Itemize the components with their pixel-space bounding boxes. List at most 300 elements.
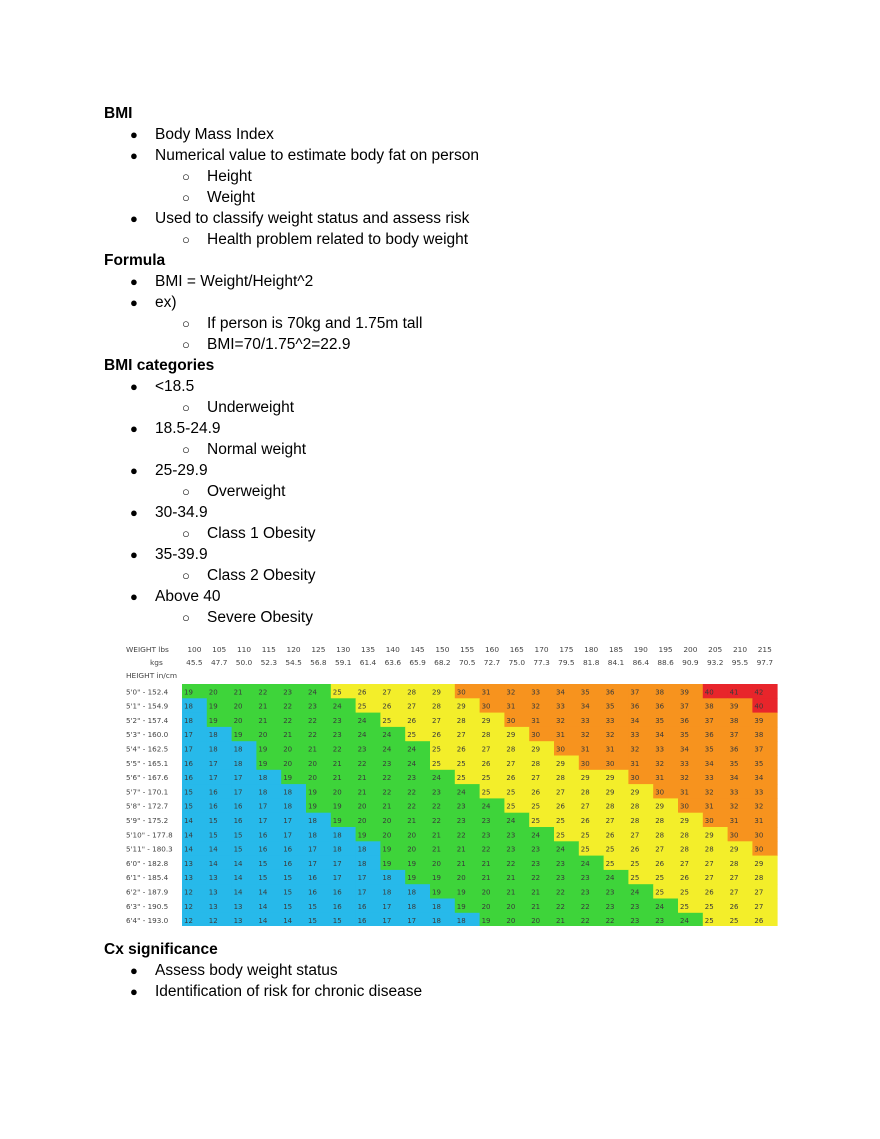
bmi-cell-label: 29 — [531, 745, 541, 754]
bmi-cell-label: 23 — [630, 917, 640, 926]
bmi-cell-label: 13 — [233, 902, 243, 911]
bmi-cell-label: 35 — [655, 716, 665, 725]
list-item: <18.5 — [155, 378, 195, 395]
bmi-cell-label: 20 — [432, 859, 441, 868]
bmi-cell-label: 29 — [729, 845, 739, 854]
bmi-cell-label: 29 — [432, 688, 441, 697]
bmi-cell-label: 19 — [184, 688, 193, 697]
bmi-cell-label: 26 — [580, 816, 590, 825]
height-tick: 5'10" - 177.8 — [126, 830, 173, 840]
bmi-cell-label: 15 — [308, 917, 317, 926]
sub-bullet-icon: ○ — [182, 442, 190, 457]
bmi-cell-label: 19 — [258, 759, 268, 768]
weight-lbs-tick: 190 — [633, 645, 648, 654]
bmi-cell-label: 21 — [506, 874, 516, 883]
bmi-cell-label: 25 — [332, 688, 342, 697]
bmi-cell-label: 21 — [233, 688, 243, 697]
bmi-cell-label: 15 — [283, 902, 293, 911]
bmi-cell-label: 31 — [580, 745, 590, 754]
bmi-cell-label: 14 — [233, 874, 243, 883]
sub-bullet-icon: ○ — [182, 232, 190, 247]
bmi-cell-label: 14 — [233, 859, 243, 868]
bmi-cell-label: 28 — [531, 759, 541, 768]
list-item: 35-39.9 — [155, 546, 208, 563]
bmi-cell-label: 16 — [258, 831, 268, 840]
bmi-cell-label: 24 — [531, 831, 541, 840]
bmi-cell-label: 18 — [407, 888, 417, 897]
bmi-cell-label: 27 — [407, 702, 417, 711]
bmi-cell-label: 24 — [407, 759, 417, 768]
bmi-cell-label: 36 — [605, 688, 615, 697]
bmi-cell-label: 20 — [456, 874, 466, 883]
bmi-cell-label: 36 — [630, 702, 640, 711]
bmi-cell-label: 15 — [258, 859, 268, 868]
height-tick: 5'5" - 165.1 — [126, 758, 169, 768]
bmi-cell-label: 17 — [233, 774, 243, 783]
bmi-cell-label: 20 — [357, 802, 367, 811]
bmi-cell-label: 16 — [208, 788, 218, 797]
bmi-cell-label: 16 — [184, 759, 193, 768]
section-heading: Cx significance — [104, 941, 218, 958]
bmi-cell-label: 29 — [506, 731, 516, 740]
bmi-cell-label: 38 — [729, 716, 739, 725]
weight-kgs-tick: 45.5 — [186, 658, 203, 667]
bmi-cell-label: 28 — [456, 716, 466, 725]
bmi-cell-label: 22 — [605, 917, 615, 926]
height-tick: 5'7" - 170.1 — [126, 787, 169, 797]
bmi-cell-label: 18 — [357, 859, 367, 868]
bmi-cell-label: 24 — [357, 731, 367, 740]
bmi-cell-label: 33 — [680, 759, 689, 768]
weight-kgs-tick: 52.3 — [260, 658, 278, 667]
height-tick: 5'8" - 172.7 — [126, 801, 169, 811]
bmi-cell-label: 15 — [283, 888, 293, 897]
bmi-cell-label: 31 — [655, 774, 665, 783]
bmi-cell-label: 36 — [680, 716, 689, 725]
bmi-cell-label: 25 — [605, 845, 615, 854]
bmi-cell-label: 25 — [704, 902, 714, 911]
bmi-cell-label: 23 — [357, 745, 367, 754]
bmi-cell-label: 13 — [208, 874, 218, 883]
bmi-cell-label: 38 — [655, 688, 665, 697]
bmi-cell-label: 24 — [481, 802, 491, 811]
bmi-cell-label: 21 — [456, 845, 466, 854]
weight-lbs-tick: 115 — [261, 645, 276, 654]
bmi-cell-label: 18 — [357, 845, 367, 854]
weight-lbs-tick: 180 — [584, 645, 599, 654]
bmi-cell-label: 37 — [680, 702, 689, 711]
bmi-cell-label: 23 — [556, 859, 565, 868]
bmi-cell-label: 25 — [580, 831, 590, 840]
bmi-cell-label: 23 — [332, 731, 342, 740]
bmi-cell-label: 23 — [580, 874, 590, 883]
bmi-cell-label: 25 — [456, 759, 466, 768]
weight-lbs-tick: 105 — [212, 645, 227, 654]
sub-bullet-icon: ○ — [182, 190, 190, 205]
bmi-cell-label: 39 — [680, 688, 689, 697]
bmi-cell-label: 27 — [630, 831, 640, 840]
bmi-cell-label: 19 — [456, 902, 466, 911]
bmi-cell-label: 19 — [382, 845, 392, 854]
bmi-cell-label: 21 — [556, 917, 565, 926]
bmi-cell-label: 18 — [382, 874, 392, 883]
bmi-cell-label: 23 — [382, 759, 392, 768]
weight-lbs-tick: 185 — [608, 645, 624, 654]
bmi-cell-label: 28 — [704, 845, 714, 854]
bmi-cell-label: 20 — [357, 816, 367, 825]
bmi-cell-label: 18 — [432, 902, 441, 911]
bmi-cell-label: 25 — [506, 802, 516, 811]
sub-bullet-icon: ○ — [182, 316, 190, 331]
bmi-cell-label: 30 — [704, 816, 714, 825]
bmi-cell-label: 24 — [456, 788, 466, 797]
bmi-cell-label: 16 — [233, 816, 243, 825]
bmi-cell-label: 22 — [332, 745, 342, 754]
sub-list-item: Class 1 Obesity — [207, 525, 316, 542]
height-tick: 6'1" - 185.4 — [126, 873, 169, 883]
bmi-cell-label: 19 — [258, 745, 268, 754]
bullet-icon: ● — [130, 505, 138, 520]
bmi-cell-label: 34 — [729, 774, 739, 783]
bmi-cell-label: 27 — [456, 731, 466, 740]
bmi-cell-label: 31 — [531, 716, 541, 725]
bmi-cell-label: 27 — [531, 774, 541, 783]
bmi-cell-label: 23 — [605, 902, 615, 911]
bmi-cell-label: 22 — [432, 802, 441, 811]
bmi-cell-label: 17 — [233, 788, 243, 797]
height-tick: 6'3" - 190.5 — [126, 901, 169, 911]
bmi-cell-label: 14 — [184, 831, 193, 840]
bmi-cell-label: 17 — [208, 774, 218, 783]
bmi-cell-label: 28 — [680, 845, 689, 854]
bmi-cell-label: 26 — [729, 902, 739, 911]
bmi-cell-label: 16 — [283, 845, 293, 854]
bmi-cell-label: 12 — [184, 902, 193, 911]
bmi-cell-label: 20 — [382, 831, 392, 840]
bullet-icon: ● — [130, 984, 138, 999]
bmi-cell-label: 17 — [208, 759, 218, 768]
bullet-icon: ● — [130, 547, 138, 562]
list-item: Body Mass Index — [155, 126, 274, 143]
sub-list-item: Class 2 Obesity — [207, 567, 316, 584]
bmi-cell-label: 41 — [729, 688, 739, 697]
bmi-cell-label: 37 — [630, 688, 640, 697]
bmi-cell-label: 40 — [754, 702, 764, 711]
bmi-cell-label: 22 — [407, 788, 417, 797]
bmi-cell-label: 30 — [655, 788, 665, 797]
bmi-cell-label: 34 — [704, 759, 714, 768]
bmi-cell-label: 28 — [432, 702, 441, 711]
bmi-cell-label: 21 — [481, 874, 491, 883]
bmi-cell-label: 37 — [704, 716, 714, 725]
bmi-cell-label: 21 — [258, 702, 268, 711]
bmi-cell-label: 26 — [556, 802, 565, 811]
list-item: 25-29.9 — [155, 462, 208, 479]
bmi-cell-label: 22 — [258, 688, 268, 697]
bmi-cell-label: 17 — [184, 745, 193, 754]
bmi-cell-label: 23 — [456, 816, 466, 825]
bmi-cell-label: 25 — [481, 774, 491, 783]
bmi-cell-label: 25 — [506, 788, 516, 797]
bmi-cell-label: 32 — [531, 702, 541, 711]
bmi-cell-label: 22 — [308, 716, 317, 725]
sub-bullet-icon: ○ — [182, 400, 190, 415]
weight-lbs-tick: 150 — [435, 645, 450, 654]
bmi-cell-label: 38 — [754, 731, 764, 740]
bmi-cell-label: 15 — [184, 788, 193, 797]
bmi-cell-label: 20 — [481, 888, 491, 897]
bmi-cell-label: 24 — [605, 874, 615, 883]
bmi-cell-label: 20 — [481, 902, 491, 911]
bmi-cell-label: 39 — [754, 716, 764, 725]
bmi-cell-label: 18 — [332, 845, 342, 854]
bmi-cell-label: 30 — [556, 745, 565, 754]
bmi-cell-label: 33 — [655, 745, 665, 754]
bmi-cell-label: 27 — [729, 874, 739, 883]
bmi-cell-label: 26 — [704, 888, 714, 897]
bmi-cell-label: 25 — [729, 917, 739, 926]
bmi-cell-label: 18 — [184, 716, 193, 725]
bmi-cell-label: 18 — [184, 702, 193, 711]
bmi-cell-label: 22 — [481, 845, 491, 854]
bmi-cell-label: 17 — [357, 888, 367, 897]
bmi-cell-label: 19 — [308, 788, 317, 797]
weight-lbs-tick: 120 — [286, 645, 301, 654]
bmi-cell-label: 17 — [258, 802, 268, 811]
bmi-cell-label: 32 — [630, 745, 640, 754]
bmi-cell-label: 14 — [258, 888, 268, 897]
bmi-cell-label: 18 — [233, 745, 243, 754]
bmi-cell-label: 31 — [729, 816, 739, 825]
weight-kgs-tick: 56.8 — [310, 658, 327, 667]
bmi-cell-label: 18 — [407, 902, 417, 911]
bmi-cell-label: 32 — [680, 774, 689, 783]
bmi-cell-label: 22 — [382, 788, 392, 797]
bmi-cell-label: 25 — [481, 788, 491, 797]
bmi-cell-label: 29 — [481, 716, 491, 725]
bmi-cell-label: 23 — [456, 802, 466, 811]
sub-bullet-icon: ○ — [182, 526, 190, 541]
bmi-cell-label: 36 — [729, 745, 739, 754]
bmi-cell-label: 21 — [357, 788, 367, 797]
sub-bullet-icon: ○ — [182, 169, 190, 184]
list-item: Identification of risk for chronic disease — [155, 983, 423, 1000]
bmi-cell-label: 31 — [754, 816, 764, 825]
section-heading: BMI — [104, 105, 133, 122]
bmi-cell-label: 16 — [308, 888, 317, 897]
bmi-cell-label: 20 — [407, 831, 417, 840]
bmi-cell-label: 15 — [233, 831, 243, 840]
bmi-cell-label: 22 — [556, 902, 565, 911]
bmi-cell-label: 39 — [729, 702, 739, 711]
bmi-cell-label: 34 — [655, 731, 665, 740]
bmi-cell-label: 28 — [655, 831, 665, 840]
bmi-cell-label: 22 — [283, 702, 293, 711]
weight-lbs-tick: 125 — [311, 645, 326, 654]
bmi-cell-label: 20 — [531, 917, 541, 926]
weight-lbs-tick: 205 — [708, 645, 723, 654]
bmi-cell-label: 31 — [680, 788, 689, 797]
height-tick: 5'11" - 180.3 — [126, 844, 173, 854]
bmi-cell-label: 20 — [308, 774, 317, 783]
height-tick: 5'9" - 175.2 — [126, 815, 169, 825]
bmi-cell-label: 35 — [754, 759, 764, 768]
bmi-cell-label: 19 — [432, 888, 441, 897]
bmi-cell-label: 20 — [258, 731, 268, 740]
bmi-cell-label: 40 — [704, 688, 714, 697]
bmi-cell-label: 32 — [580, 731, 590, 740]
bmi-cell-label: 13 — [208, 888, 218, 897]
bmi-cell-label: 15 — [184, 802, 193, 811]
bmi-cell-label: 22 — [456, 831, 466, 840]
sub-list-item: Underweight — [207, 399, 295, 416]
bmi-cell-label: 19 — [432, 874, 441, 883]
weight-lbs-tick: 100 — [187, 645, 202, 654]
bmi-cell-label: 26 — [680, 874, 689, 883]
bmi-cell-label: 33 — [729, 788, 739, 797]
weight-kgs-tick: 72.7 — [483, 658, 501, 667]
bmi-heatmap-svg — [122, 640, 778, 926]
bullet-icon: ● — [130, 589, 138, 604]
weight-kgs-tick: 86.4 — [632, 658, 650, 667]
bmi-cell-label: 16 — [184, 774, 193, 783]
bmi-cell-label: 24 — [432, 774, 441, 783]
bmi-cell-label: 15 — [283, 874, 293, 883]
bmi-cell-label: 28 — [754, 874, 764, 883]
bmi-cell-label: 16 — [233, 802, 243, 811]
bmi-cell-label: 14 — [184, 816, 193, 825]
sub-list-item: Normal weight — [207, 441, 307, 458]
bmi-cell-label: 20 — [332, 788, 342, 797]
bmi-cell-label: 21 — [258, 716, 268, 725]
bmi-cell-label: 35 — [680, 731, 689, 740]
bmi-cell-label: 33 — [630, 731, 640, 740]
bmi-cell-label: 15 — [332, 917, 342, 926]
bmi-cell-label: 25 — [432, 759, 441, 768]
bmi-cell-label: 15 — [233, 845, 243, 854]
bmi-cell-label: 42 — [754, 688, 764, 697]
bmi-cell-label: 23 — [407, 774, 417, 783]
bmi-cell-label: 31 — [630, 759, 640, 768]
height-tick: 5'4" - 162.5 — [126, 744, 169, 754]
bmi-cell-label: 26 — [655, 859, 665, 868]
bmi-cell-label: 13 — [184, 874, 193, 883]
bmi-cell-label: 14 — [258, 902, 268, 911]
bmi-cell-label: 37 — [754, 745, 764, 754]
bmi-cell-label: 31 — [605, 745, 615, 754]
bmi-cell-label: 19 — [481, 917, 491, 926]
bmi-cell-label: 25 — [531, 816, 541, 825]
bmi-cell-label: 21 — [456, 859, 466, 868]
bmi-cell-label: 33 — [580, 716, 590, 725]
bmi-cell-label: 27 — [754, 902, 764, 911]
bmi-cell-label: 13 — [208, 902, 218, 911]
bmi-cell-label: 17 — [308, 845, 317, 854]
height-tick: 6'0" - 182.8 — [126, 858, 169, 868]
weight-lbs-tick: 200 — [683, 645, 698, 654]
sub-list-item: Overweight — [207, 483, 286, 500]
bmi-cell-label: 23 — [332, 716, 342, 725]
bmi-cell-label: 29 — [605, 774, 615, 783]
sub-list-item: Severe Obesity — [207, 609, 313, 626]
bmi-cell-label: 22 — [432, 816, 441, 825]
weight-kgs-header: kgs — [150, 658, 163, 667]
bmi-cell-label: 21 — [283, 731, 293, 740]
bmi-cell-label: 30 — [456, 688, 466, 697]
bmi-cell-label: 24 — [655, 902, 665, 911]
weight-lbs-tick: 110 — [236, 645, 252, 654]
bmi-cell-label: 16 — [332, 902, 342, 911]
bmi-cell-label: 15 — [208, 831, 218, 840]
bmi-cell-label: 32 — [729, 802, 739, 811]
bmi-cell-label: 22 — [580, 902, 590, 911]
bmi-cell-label: 26 — [432, 731, 441, 740]
bmi-cell-label: 30 — [680, 802, 689, 811]
bmi-cell-label: 33 — [704, 774, 714, 783]
bullet-icon: ● — [130, 127, 138, 142]
height-tick: 5'2" - 157.4 — [126, 715, 169, 725]
bmi-cell-label: 27 — [680, 859, 689, 868]
bmi-cell-label: 20 — [233, 716, 243, 725]
bmi-cell-label: 26 — [481, 759, 491, 768]
bmi-cell-label: 12 — [208, 917, 218, 926]
bmi-cell-label: 21 — [506, 888, 516, 897]
bullet-icon: ● — [130, 963, 138, 978]
bmi-cell-label: 17 — [407, 917, 417, 926]
bmi-cell-label: 34 — [680, 745, 689, 754]
bmi-cell-label: 34 — [754, 774, 764, 783]
bmi-cell-label: 30 — [630, 774, 640, 783]
bmi-cell-label: 21 — [432, 831, 441, 840]
bmi-cell-label: 28 — [556, 774, 565, 783]
bmi-cell-label: 27 — [481, 745, 491, 754]
bmi-cell-label: 13 — [184, 859, 193, 868]
bmi-cell-label: 28 — [506, 745, 516, 754]
bmi-cell-label: 21 — [382, 802, 392, 811]
bmi-cell-label: 25 — [630, 859, 640, 868]
bmi-cell-label: 24 — [332, 702, 342, 711]
bmi-cell-label: 18 — [308, 816, 317, 825]
bmi-cell-label: 17 — [332, 859, 342, 868]
sub-list-item: BMI=70/1.75^2=22.9 — [207, 336, 351, 353]
bmi-cell-label: 23 — [531, 859, 541, 868]
bmi-cell-label: 16 — [357, 917, 367, 926]
bmi-cell-label: 29 — [630, 788, 640, 797]
bmi-cell-label: 25 — [357, 702, 367, 711]
bmi-cell-label: 26 — [456, 745, 466, 754]
bmi-cell-label: 23 — [580, 888, 590, 897]
bmi-cell-label: 30 — [481, 702, 491, 711]
bmi-cell-label: 18 — [432, 917, 441, 926]
weight-kgs-tick: 50.0 — [235, 658, 253, 667]
bmi-cell-label: 16 — [283, 859, 293, 868]
bmi-cell-label: 24 — [506, 816, 516, 825]
weight-kgs-tick: 54.5 — [285, 658, 302, 667]
bmi-cell-label: 18 — [258, 774, 268, 783]
bmi-cell-label: 21 — [332, 759, 342, 768]
bmi-cell-label: 26 — [531, 788, 541, 797]
bmi-cell-label: 18 — [208, 745, 218, 754]
weight-lbs-tick: 210 — [732, 645, 748, 654]
bmi-cell-label: 34 — [556, 688, 565, 697]
bmi-cell-label: 19 — [332, 802, 342, 811]
bmi-cell-label: 27 — [382, 688, 392, 697]
bmi-chart — [122, 640, 778, 926]
list-item: BMI = Weight/Height^2 — [155, 273, 314, 290]
sub-list-item: If person is 70kg and 1.75m tall — [207, 315, 423, 332]
height-tick: 5'6" - 167.6 — [126, 773, 169, 783]
bmi-cell-label: 28 — [481, 731, 491, 740]
